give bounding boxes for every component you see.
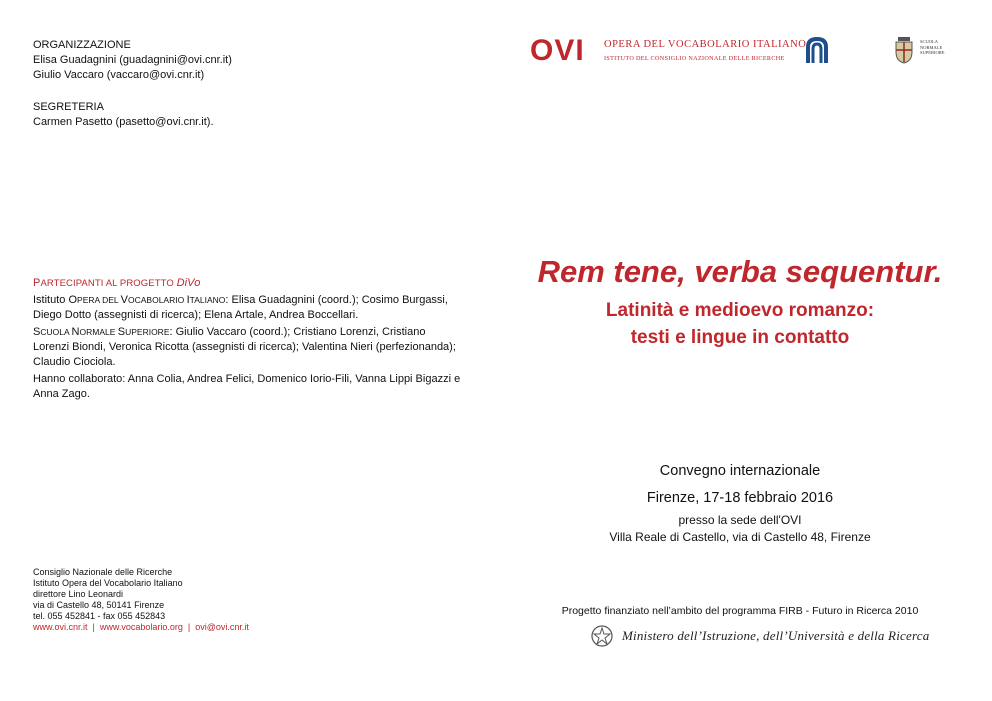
organizzazione-line: Giulio Vaccaro (vaccaro@ovi.cnr.it) [33, 69, 205, 81]
organizzazione-block [33, 38, 453, 83]
contact-line: tel. 055 452841 - fax 055 452843 [33, 611, 166, 621]
contact-links[interactable]: www.ovi.cnr.it | www.vocabolario.org | ovi@ovi.cnr.it [33, 622, 249, 632]
contacts-block [33, 567, 453, 633]
organizzazione-heading: ORGANIZZAZIONE [33, 39, 131, 51]
event-date: Firenze, 17-18 febbraio 2016 [646, 490, 834, 506]
ovi-logo: OVI [530, 34, 585, 67]
ovi-logo-subtitle: ISTITUTO DEL CONSIGLIO NAZIONALE DELLE RICERCHE [604, 55, 785, 62]
miur-block [590, 624, 930, 648]
partecipanti-ovi: Istituto OPERA DEL VOCABOLARIO ITALIANO: Elisa Guadagnini (coord.); Cosimo Burgassi, Diego Dotto (assegnisti di ricerca); Elena Artale, Andrea Boccellari. [33, 294, 448, 321]
contact-line: Consiglio Nazionale delle Ricerche [33, 567, 173, 577]
contact-line: Istituto Opera del Vocabolario Italiano [33, 578, 183, 588]
ovi-logo-title: OPERA DEL VOCABOLARIO ITALIANO [604, 39, 807, 50]
event-type: Convegno internazionale [659, 463, 821, 479]
sns-logo-text: SCUOLA NORMALE SUPERIORE [920, 39, 945, 55]
segreteria-block [33, 100, 453, 130]
ministry-name: Ministero dell’Istruzione, dell’Università e della Ricerca [622, 628, 930, 643]
organizzazione-line: Elisa Guadagnini (guadagnini@ovi.cnr.it) [33, 54, 232, 66]
partecipanti-heading: PARTECIPANTI AL PROGETTO DiVo [33, 277, 201, 289]
cnr-logo-icon [802, 35, 832, 67]
event-subtitle: Latinità e medioevo romanzo: testi e lingue in contatto [605, 300, 875, 348]
partecipanti-sns: SCUOLA NORMALE SUPERIORE: Giulio Vaccaro (coord.); Cristiano Lorenzi, Cristiano Lorenzi Biondi, Veronica Ricotta (assegnisti di ricerca); Valentina Nieri (perfezionanda); Claudio Ciociola. [33, 326, 456, 368]
segreteria-heading: SEGRETERIA [33, 101, 104, 113]
italian-emblem-icon [590, 624, 614, 648]
event-venue: presso la sede dell'OVI Villa Reale di Castello, via di Castello 48, Firenze [609, 513, 871, 544]
logos-bar [530, 33, 970, 73]
event-title: Rem tene, verba sequentur. [537, 254, 943, 289]
sns-crest-icon [894, 36, 914, 64]
segreteria-line: Carmen Pasetto (pasetto@ovi.cnr.it). [33, 116, 214, 128]
partecipanti-collab: Hanno collaborato: Anna Colia, Andrea Felici, Domenico Iorio-Fili, Vanna Lippi Bigazzi e Anna Zago. [33, 373, 461, 400]
contact-line: direttore Lino Leonardi [33, 589, 124, 599]
contact-line: via di Castello 48, 50141 Firenze [33, 600, 165, 610]
funding-line: Progetto finanziato nell’ambito del programma FIRB - Futuro in Ricerca 2010 [561, 605, 919, 617]
partecipanti-block [33, 276, 463, 404]
